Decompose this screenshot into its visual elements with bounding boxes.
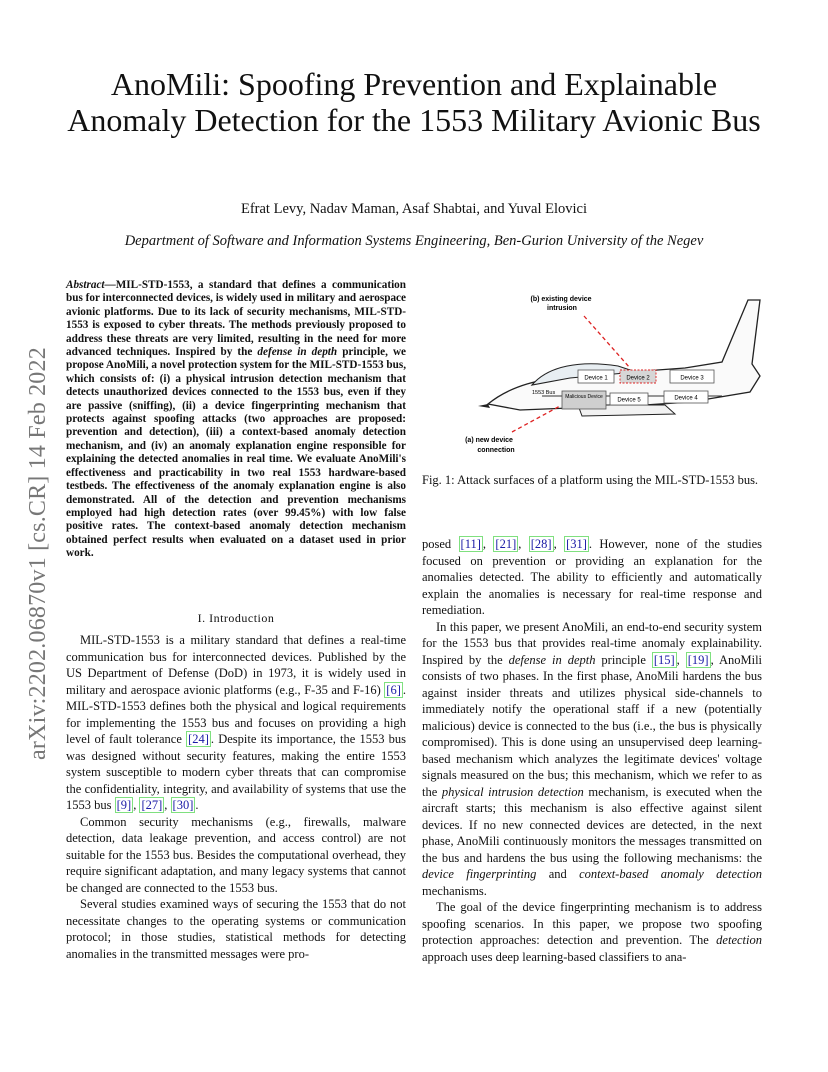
separator: ,: [164, 798, 171, 812]
intro-right-column: [422, 536, 762, 965]
intro-paragraph-2: Common security mechanisms (e.g., firewalls, malware detection, data leakage prevention, and access control) are not suitable for the 1553 bus. Besides the computational overhead, they require significant adaptation, and many legacy systems that cannot be changed are connected to the 1553 bus.: [66, 814, 406, 895]
figure-aircraft-diagram: [460, 292, 770, 460]
existing-device-label: (b) existing device intrusion: [530, 296, 592, 312]
bus-label: 1553 Bus: [532, 390, 556, 396]
paper-title: AnoMili: Spoofing Prevention and Explainable Anomaly Detection for the 1553 Military Avionic Bus: [67, 66, 761, 139]
abstract: [66, 279, 406, 561]
separator: ,: [553, 537, 565, 551]
attack-arrow: [584, 316, 630, 368]
paragraph-text: principle: [595, 652, 652, 667]
paragraph-text: . However, none of the studies focused on prevention or providing an explanation for the anomalies detected. The ability to efficiently and automatically explain the anomalies is necessary for real-time response and remediation.: [422, 537, 762, 617]
figure-caption: Fig. 1: Attack surfaces of a platform using the MIL-STD-1553 bus.: [422, 473, 759, 487]
intro-paragraph-1: [66, 632, 406, 814]
paragraph-text: The goal of the device fingerprinting mechanism is to address spoofing scenarios. In this paper, we propose two spoofing protection approaches: detection and prevention. The: [422, 900, 762, 947]
separator: .: [195, 798, 199, 812]
device-label: Device 1: [584, 375, 608, 382]
paragraph-text: approach uses deep learning-based classifiers to ana-: [422, 949, 687, 964]
emphasis-text: detection: [716, 933, 762, 947]
citation-link[interactable]: [21]: [495, 537, 517, 551]
paragraph-text: In this paper, we present AnoMili, an end-to-end security system for the 1553 bus that provides real-time anomaly explainability. Inspired by the: [422, 619, 762, 667]
separator: ,: [133, 798, 140, 812]
separator: ,: [518, 537, 529, 551]
intro-paragraph-3: Several studies examined ways of securing the 1553 that do not necessitate changes to the operating systems or communication protocol; in those studies, statistical methods for detecting anomalies in the transmitted messages were pro-: [66, 897, 406, 961]
emphasis-text: context-based anomaly detection: [579, 867, 762, 881]
intro-left-column: [66, 632, 406, 962]
paragraph-text: and: [536, 867, 580, 881]
continued-paragraph: [422, 536, 762, 619]
paragraph-text: MIL-STD-1553 is a military standard that defines a real-time communication bus for interconnected devices. Published by the US Department of Defense (DoD) in 1973, it is widely used in military and aerospace avionic platforms (e.g., F-35 and F-16): [66, 633, 406, 697]
device-label: Malicious Device: [565, 394, 603, 400]
citation-link[interactable]: [28]: [530, 537, 552, 551]
citation-link[interactable]: [27]: [141, 798, 163, 812]
abstract-text-cont: principle, we propose AnoMili, a novel protection system for the MIL-STD-1553 bus, which consists of: (i) a physical intrusion detection mechanism that detects unauthorized devices connected to the 1553 bus, even if they are passive (sniffing), (ii) a device fingerprinting mechanism that protects against spoofing attacks (two approaches are proposed: prevention and detection), (iii) a context-based anomaly detection mechanism, and (iv) an anomaly explanation engine responsible for explaining the detected anomalies in real time. We evaluate AnoMili's effectiveness and practicability in two real 1553 hardware-based testbeds. The effectiveness of the anomaly explanation engine is also demonstrated. All of the detection and prevention mechanisms employed had high detection rates (over 99.45%) with low false positive rates. The context-based anomaly detection mechanism obtained perfect results when evaluated on a dataset used in prior work.: [66, 346, 406, 560]
citation-link[interactable]: [11]: [460, 537, 481, 551]
right-paragraph-3: [422, 899, 762, 965]
aircraft-diagram: [460, 292, 770, 460]
citation-link[interactable]: [6]: [386, 682, 401, 697]
device-label: Device 5: [617, 397, 641, 404]
citation-link[interactable]: [31]: [566, 537, 587, 551]
paragraph-text: , AnoMili consists of two phases. In the first phase, AnoMili hardens the bus against insider threats and utilizes physical side-channels to immediately notify the operational staff if a new (potentially malicious) device is connected to the bus (i.e., the bus is physically compromised). This is done using an unsupervised deep learning-based mechanism which analyzes the legitimate devices' voltage signals measured on the bus; this mechanism, which we refer to as the: [422, 652, 763, 799]
right-paragraph-2: [422, 619, 762, 900]
author-list: Efrat Levy, Nadav Maman, Asaf Shabtai, and Yuval Elovici: [240, 201, 588, 217]
emphasis-text: physical intrusion detection: [441, 784, 584, 799]
separator: ,: [676, 652, 686, 667]
arxiv-stamp: arXiv:2202.06870v1 [cs.CR] 14 Feb 2022: [25, 347, 51, 760]
citation-link[interactable]: [9]: [116, 798, 132, 812]
abstract-emphasis: defense in depth: [257, 346, 338, 359]
paragraph-text: mechanisms.: [422, 883, 487, 898]
citation-link[interactable]: [24]: [188, 732, 209, 746]
abstract-text: —MIL-STD-1553, a standard that defines a communication bus for interconnected devices, is widely used in military and aerospace avionic platforms. Due to its lack of security mechanisms, MIL-STD-1553 is exposed to cyber threats. The methods previously proposed to address these threats are very limited, resulting in the need for more advanced techniques. Inspired by the: [66, 279, 406, 359]
affiliation: Department of Software and Information Systems Engineering, Ben-Gurion University of the Negev: [124, 233, 704, 249]
paragraph-text: . MIL-STD-1553 defines both the physical and logical requirements for implementing the 1553 bus and focuses on providing a high level of fault tolerance: [66, 682, 406, 746]
device-label: Device 3: [680, 375, 704, 382]
paragraph-text: posed: [422, 537, 459, 551]
citation-link[interactable]: [15]: [653, 652, 675, 667]
new-device-label: (a) new device connection: [465, 437, 515, 454]
section-heading: I. Introduction: [197, 611, 275, 625]
emphasis-text: device fingerprinting: [422, 867, 537, 881]
paragraph-text: . Despite its importance, the 1553 bus was designed without security features, making the entire 1553 system susceptible to modern cyber threats that can compromise the confidentiality, integrity, and availability of systems that use the 1553 bus: [66, 732, 406, 812]
paragraph-text: mechanism, is executed when the aircraft starts; this mechanism is also effective against silent devices. If no new connected devices are detected, in the next phase, AnoMili continuously monitors the messages transmitted on the bus and hardens the bus using the following mechanisms: the: [422, 784, 762, 865]
emphasis-text: defense in depth: [508, 652, 596, 667]
nose-cone: [478, 404, 490, 408]
device-label: Device 2: [626, 375, 650, 382]
device-label: Device 4: [674, 395, 698, 402]
separator: ,: [482, 537, 494, 551]
citation-link[interactable]: [19]: [687, 652, 709, 667]
citation-link[interactable]: [30]: [172, 798, 194, 812]
abstract-label: Abstract: [66, 279, 105, 291]
